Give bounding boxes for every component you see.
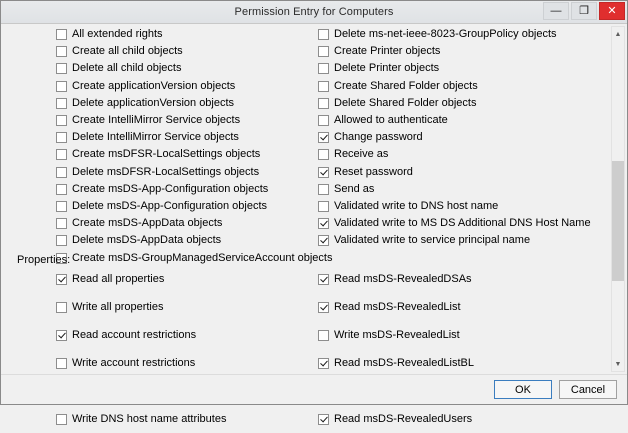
- title-bar: [1, 1, 627, 24]
- permission-label: Create all child objects: [72, 45, 183, 58]
- property-checkbox[interactable]: [56, 274, 67, 285]
- permission-checkbox[interactable]: [318, 201, 329, 212]
- permission-checkbox[interactable]: [318, 184, 329, 195]
- permission-checkbox[interactable]: [318, 115, 329, 126]
- properties-left-column: [56, 265, 318, 433]
- scroll-up-icon[interactable]: ▲: [612, 27, 624, 41]
- property-checkbox[interactable]: [56, 358, 67, 369]
- permission-row[interactable]: [56, 146, 318, 163]
- permission-checkbox[interactable]: [56, 132, 67, 143]
- permission-label: Delete msDFSR-LocalSettings objects: [72, 165, 260, 178]
- permission-checkbox[interactable]: [56, 149, 67, 160]
- permission-row[interactable]: [56, 78, 318, 95]
- permission-row[interactable]: [56, 181, 318, 198]
- permissions-grid: [56, 26, 596, 267]
- property-label: Read account restrictions: [72, 328, 197, 341]
- permission-checkbox[interactable]: [318, 81, 329, 92]
- property-label: Write DNS host name attributes: [72, 412, 227, 425]
- permission-label: Allowed to authenticate: [334, 114, 448, 127]
- permission-row[interactable]: [56, 95, 318, 112]
- permission-checkbox[interactable]: [56, 218, 67, 229]
- permission-checkbox[interactable]: [56, 63, 67, 74]
- dialog-content: [1, 24, 627, 425]
- property-row[interactable]: [318, 405, 588, 433]
- vertical-scrollbar[interactable]: [611, 26, 625, 372]
- properties-grid: [56, 265, 596, 433]
- permission-checkbox[interactable]: [318, 29, 329, 40]
- permission-label: Create Printer objects: [334, 45, 441, 58]
- property-checkbox[interactable]: [56, 330, 67, 341]
- permissions-right-column: [318, 26, 591, 267]
- permission-label: Delete all child objects: [72, 62, 182, 75]
- permission-row[interactable]: [318, 112, 588, 129]
- cancel-button[interactable]: Cancel: [559, 380, 617, 399]
- permission-row[interactable]: [318, 78, 588, 95]
- permission-label: Delete msDS-AppData objects: [72, 234, 222, 247]
- permission-row[interactable]: [318, 232, 588, 249]
- scrollbar-thumb[interactable]: [612, 161, 624, 281]
- properties-section-label: Properties:: [17, 254, 71, 266]
- permission-label: Delete ms-net-ieee-8023-GroupPolicy objects: [334, 28, 557, 41]
- property-checkbox[interactable]: [318, 414, 329, 425]
- permission-row[interactable]: [318, 43, 588, 60]
- property-row[interactable]: [56, 349, 318, 377]
- property-label: Write account restrictions: [72, 356, 196, 369]
- property-row[interactable]: [318, 293, 588, 321]
- permission-label: Send as: [334, 182, 375, 195]
- permission-label: Create msDS-App-Configuration objects: [72, 182, 269, 195]
- permission-row[interactable]: [56, 164, 318, 181]
- permission-label: Delete applicationVersion objects: [72, 96, 235, 109]
- permission-label: Delete msDS-App-Configuration objects: [72, 199, 268, 212]
- permission-checkbox[interactable]: [56, 29, 67, 40]
- permission-row[interactable]: [56, 112, 318, 129]
- scrollbar-track[interactable]: [612, 41, 624, 357]
- property-row[interactable]: [318, 321, 588, 349]
- permission-row[interactable]: [318, 60, 588, 77]
- permission-checkbox[interactable]: [56, 115, 67, 126]
- permission-row[interactable]: [318, 198, 588, 215]
- permission-label: Create msDS-AppData objects: [72, 217, 223, 230]
- permission-checkbox[interactable]: [56, 201, 67, 212]
- permission-row[interactable]: [56, 129, 318, 146]
- scroll-down-icon[interactable]: ▼: [612, 357, 624, 371]
- permission-label: Validated write to DNS host name: [334, 199, 499, 212]
- permission-checkbox[interactable]: [318, 149, 329, 160]
- property-checkbox[interactable]: [318, 330, 329, 341]
- permission-row[interactable]: [56, 26, 318, 43]
- property-checkbox[interactable]: [318, 302, 329, 313]
- property-label: Read msDS-RevealedListBL: [334, 356, 475, 369]
- permission-row[interactable]: [56, 60, 318, 77]
- permission-checkbox[interactable]: [56, 235, 67, 246]
- property-row[interactable]: [56, 265, 318, 293]
- window-title: Permission Entry for Computers: [234, 6, 394, 18]
- permission-label: Create msDFSR-LocalSettings objects: [72, 148, 261, 161]
- permission-label: Create msDS-GroupManagedServiceAccount objects: [72, 251, 333, 264]
- property-label: Read msDS-RevealedList: [334, 300, 461, 313]
- permission-checkbox[interactable]: [318, 98, 329, 109]
- permission-label: All extended rights: [72, 28, 163, 41]
- minimize-icon[interactable]: —: [543, 2, 569, 20]
- property-checkbox[interactable]: [318, 358, 329, 369]
- property-row[interactable]: [318, 265, 588, 293]
- permission-checkbox[interactable]: [56, 167, 67, 178]
- properties-right-column: [318, 265, 588, 433]
- property-label: Read msDS-RevealedUsers: [334, 412, 473, 425]
- permission-label: Receive as: [334, 148, 389, 161]
- permission-row[interactable]: [318, 95, 588, 112]
- property-row[interactable]: [56, 405, 318, 433]
- permission-label: Reset password: [334, 165, 413, 178]
- permission-checkbox[interactable]: [318, 218, 329, 229]
- permission-row[interactable]: [318, 215, 591, 232]
- permission-label: Validated write to service principal name: [334, 234, 531, 247]
- permission-row[interactable]: [56, 198, 318, 215]
- permission-label: Create applicationVersion objects: [72, 79, 236, 92]
- permission-row[interactable]: [318, 164, 588, 181]
- property-label: Read all properties: [72, 272, 165, 285]
- permission-checkbox[interactable]: [56, 46, 67, 57]
- permission-label: Delete Shared Folder objects: [334, 96, 477, 109]
- property-checkbox[interactable]: [56, 414, 67, 425]
- permission-row[interactable]: [56, 215, 318, 232]
- property-row[interactable]: [318, 349, 588, 377]
- property-row[interactable]: [56, 293, 318, 321]
- permission-label: Delete IntelliMirror Service objects: [72, 131, 239, 144]
- close-icon[interactable]: ✕: [599, 2, 625, 20]
- permission-row[interactable]: [56, 43, 318, 60]
- permission-checkbox[interactable]: [56, 81, 67, 92]
- permission-checkbox[interactable]: [318, 63, 329, 74]
- permission-label: Create Shared Folder objects: [334, 79, 478, 92]
- permissions-left-column: [56, 26, 333, 267]
- property-label: Write msDS-RevealedList: [334, 328, 460, 341]
- maximize-icon[interactable]: ❐: [571, 2, 597, 20]
- permission-checkbox[interactable]: [318, 235, 329, 246]
- property-label: Write all properties: [72, 300, 164, 313]
- permission-checkbox[interactable]: [318, 132, 329, 143]
- ok-button[interactable]: OK: [494, 380, 552, 399]
- permission-label: Change password: [334, 131, 423, 144]
- dialog-footer: [1, 374, 627, 404]
- permission-checkbox[interactable]: [56, 184, 67, 195]
- property-row[interactable]: [56, 321, 318, 349]
- window-controls: [543, 2, 625, 20]
- property-checkbox[interactable]: [318, 274, 329, 285]
- permission-checkbox[interactable]: [56, 98, 67, 109]
- permission-row[interactable]: [318, 146, 588, 163]
- permission-label: Validated write to MS DS Additional DNS Host Name: [334, 217, 591, 230]
- permission-row[interactable]: [318, 26, 588, 43]
- property-checkbox[interactable]: [56, 302, 67, 313]
- permission-checkbox[interactable]: [318, 167, 329, 178]
- property-label: Read msDS-RevealedDSAs: [334, 272, 472, 285]
- permission-label: Create IntelliMirror Service objects: [72, 114, 241, 127]
- permission-row[interactable]: [318, 181, 588, 198]
- permission-row[interactable]: [56, 232, 318, 249]
- permission-label: Delete Printer objects: [334, 62, 440, 75]
- permission-row[interactable]: [318, 129, 588, 146]
- permission-checkbox[interactable]: [318, 46, 329, 57]
